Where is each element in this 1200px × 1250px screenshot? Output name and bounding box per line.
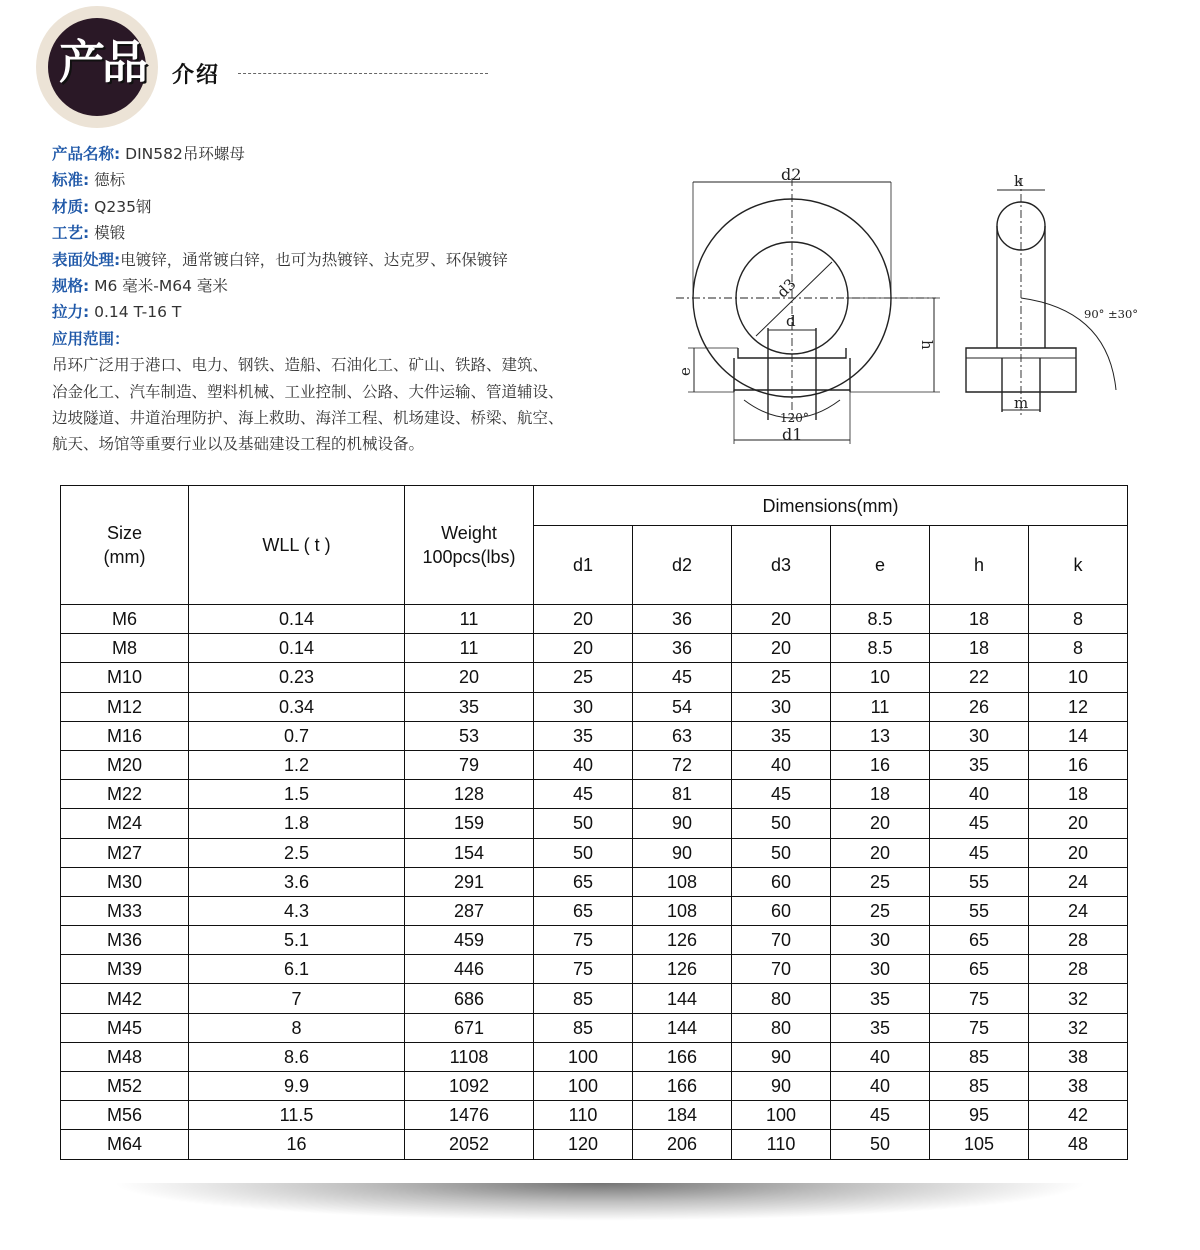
cell-wll: 0.23 [189,663,405,692]
table-row [61,663,1128,692]
cell-e: 35 [831,984,930,1013]
table-row [61,605,1128,634]
cell-d2: 108 [633,896,732,925]
cell-k: 18 [1029,780,1128,809]
spec-label: 产品名称: [52,145,121,163]
cell-wll: 6.1 [189,955,405,984]
cell-d3: 30 [732,692,831,721]
label-k: k [1014,172,1024,190]
cell-d3: 100 [732,1101,831,1130]
cell-e: 30 [831,926,930,955]
spec-row-size [52,273,612,299]
cell-k: 28 [1029,926,1128,955]
cell-size: M42 [61,984,189,1013]
side-view [966,178,1116,418]
cell-e: 8.5 [831,634,930,663]
label-d: d [786,312,796,330]
cell-e: 20 [831,838,930,867]
cell-wll: 1.5 [189,780,405,809]
cell-d3: 50 [732,809,831,838]
cell-d1: 25 [534,663,633,692]
cell-wll: 1.8 [189,809,405,838]
table-row [61,1072,1128,1101]
cell-weight: 11 [405,605,534,634]
cell-d1: 50 [534,838,633,867]
eye-nut-technical-drawing [668,160,1168,460]
cell-weight: 159 [405,809,534,838]
cell-d2: 144 [633,1013,732,1042]
table-row [61,1130,1128,1159]
cell-d3: 60 [732,867,831,896]
cell-size: M36 [61,926,189,955]
header-weight: Weight 100pcs(lbs) [405,486,534,605]
spec-value: M6 毫米-M64 毫米 [94,277,228,296]
cell-d3: 70 [732,926,831,955]
cell-d1: 75 [534,955,633,984]
cell-d1: 50 [534,809,633,838]
header-big-title: 产品 [59,35,145,89]
label-d1: d1 [782,425,803,444]
cell-size: M33 [61,896,189,925]
cell-d3: 40 [732,750,831,779]
description-line: 冶金化工、汽车制造、塑料机械、工业控制、公路、大件运输、管道辅设、 [52,382,564,401]
cell-e: 35 [831,1013,930,1042]
spec-row-standard [52,167,612,193]
cell-e: 40 [831,1042,930,1071]
cell-h: 65 [930,926,1029,955]
cell-wll: 3.6 [189,867,405,896]
spec-label: 工艺: [52,224,90,243]
label-angle-side: 90° ±30° [1084,307,1139,321]
label-angle-front: 120° [780,411,809,425]
cell-d1: 20 [534,634,633,663]
spec-label: 标准: [52,171,90,190]
spec-row-name [52,141,612,167]
table-row [61,838,1128,867]
cell-d2: 90 [633,838,732,867]
cell-h: 18 [930,634,1029,663]
table-row [61,1013,1128,1042]
label-h: h [918,340,936,350]
cell-weight: 2052 [405,1130,534,1159]
cell-d2: 36 [633,605,732,634]
spec-row-surface [52,247,612,273]
cell-d1: 110 [534,1101,633,1130]
cell-size: M39 [61,955,189,984]
cell-d2: 166 [633,1042,732,1071]
cell-weight: 446 [405,955,534,984]
cell-d1: 85 [534,1013,633,1042]
drawing-labels [676,165,1138,444]
cell-h: 55 [930,867,1029,896]
cell-size: M10 [61,663,189,692]
cell-d1: 65 [534,896,633,925]
label-d3: d3 [773,275,800,302]
cell-h: 105 [930,1130,1029,1159]
description-line: 边坡隧道、井道治理防护、海上救助、海洋工程、机场建设、桥梁、航空、 [52,409,564,428]
spec-value: 电镀锌，通常镀白锌，也可为热镀锌、达克罗、环保镀锌 [120,250,508,269]
cell-d3: 60 [732,896,831,925]
cell-k: 24 [1029,867,1128,896]
front-view [676,178,940,444]
cell-e: 20 [831,809,930,838]
cell-size: M8 [61,634,189,663]
cell-k: 48 [1029,1130,1128,1159]
cell-weight: 11 [405,634,534,663]
cell-d2: 108 [633,867,732,896]
label-m: m [1014,394,1029,412]
cell-wll: 9.9 [189,1072,405,1101]
cell-d2: 90 [633,809,732,838]
cell-d2: 126 [633,926,732,955]
description-line: 航天、场馆等重要行业以及基础建设工程的机械设备。 [52,435,425,454]
cell-d3: 50 [732,838,831,867]
cell-h: 45 [930,809,1029,838]
cell-e: 40 [831,1072,930,1101]
cell-wll: 0.14 [189,634,405,663]
cell-d2: 54 [633,692,732,721]
cell-d3: 110 [732,1130,831,1159]
spec-row-process [52,220,612,246]
cell-d2: 206 [633,1130,732,1159]
cell-h: 45 [930,838,1029,867]
spec-value: 0.14 T-16 T [94,303,182,322]
cell-d1: 100 [534,1072,633,1101]
cell-weight: 35 [405,692,534,721]
cell-e: 13 [831,721,930,750]
cell-h: 18 [930,605,1029,634]
cell-h: 75 [930,1013,1029,1042]
cell-h: 30 [930,721,1029,750]
cell-d1: 40 [534,750,633,779]
header-size: Size (mm) [61,486,189,605]
cell-d1: 120 [534,1130,633,1159]
cell-d1: 20 [534,605,633,634]
cell-d3: 35 [732,721,831,750]
cell-size: M16 [61,721,189,750]
cell-d2: 36 [633,634,732,663]
cell-k: 32 [1029,1013,1128,1042]
cell-d3: 25 [732,663,831,692]
spec-row-application [52,326,612,352]
cell-weight: 1108 [405,1042,534,1071]
table-row [61,867,1128,896]
cell-k: 42 [1029,1101,1128,1130]
cell-weight: 287 [405,896,534,925]
spec-label: 应用范围： [52,329,130,348]
cell-e: 8.5 [831,605,930,634]
cell-wll: 2.5 [189,838,405,867]
cell-k: 8 [1029,634,1128,663]
cell-wll: 0.7 [189,721,405,750]
table-header [61,486,1128,605]
cell-k: 20 [1029,838,1128,867]
cell-size: M6 [61,605,189,634]
table-row [61,1101,1128,1130]
description-line: 吊环广泛用于港口、电力、钢铁、造船、石油化工、矿山、铁路、建筑、 [52,356,549,375]
cell-weight: 686 [405,984,534,1013]
spec-row-load [52,299,612,325]
cell-h: 40 [930,780,1029,809]
cell-size: M45 [61,1013,189,1042]
cell-d3: 20 [732,634,831,663]
cell-h: 22 [930,663,1029,692]
cell-d1: 30 [534,692,633,721]
cell-k: 10 [1029,663,1128,692]
cell-k: 24 [1029,896,1128,925]
cell-k: 14 [1029,721,1128,750]
cell-wll: 11.5 [189,1101,405,1130]
cell-wll: 5.1 [189,926,405,955]
spec-value: 德标 [94,171,126,190]
cell-d3: 45 [732,780,831,809]
cell-h: 35 [930,750,1029,779]
cell-k: 8 [1029,605,1128,634]
spec-value: 模锻 [94,224,126,243]
cell-size: M30 [61,867,189,896]
cell-size: M27 [61,838,189,867]
cell-k: 16 [1029,750,1128,779]
cell-e: 16 [831,750,930,779]
cell-d1: 75 [534,926,633,955]
cell-wll: 0.34 [189,692,405,721]
cell-weight: 79 [405,750,534,779]
header-h: h [930,526,1029,605]
cell-d1: 100 [534,1042,633,1071]
cell-k: 38 [1029,1072,1128,1101]
table-row [61,750,1128,779]
cell-weight: 20 [405,663,534,692]
spec-value: DIN582吊环螺母 [125,145,245,163]
cell-d3: 80 [732,1013,831,1042]
cell-d1: 65 [534,867,633,896]
cell-wll: 8 [189,1013,405,1042]
cell-size: M52 [61,1072,189,1101]
cell-e: 18 [831,780,930,809]
table-row [61,896,1128,925]
product-spec-list [52,141,612,458]
table-row [61,692,1128,721]
cell-d3: 90 [732,1072,831,1101]
cell-d2: 126 [633,955,732,984]
cell-d2: 166 [633,1072,732,1101]
dimensions-table [60,485,1128,1160]
spec-label: 拉力: [52,303,90,322]
cell-weight: 671 [405,1013,534,1042]
cell-h: 85 [930,1072,1029,1101]
spec-label: 表面处理: [52,250,121,269]
cell-size: M64 [61,1130,189,1159]
header-dashed-divider [238,73,488,74]
cell-h: 85 [930,1042,1029,1071]
table-row [61,926,1128,955]
table-row [61,721,1128,750]
cell-wll: 16 [189,1130,405,1159]
table-row [61,1042,1128,1071]
cell-d1: 45 [534,780,633,809]
cell-size: M24 [61,809,189,838]
label-d2: d2 [781,165,802,184]
cell-d2: 63 [633,721,732,750]
label-e: e [676,367,694,376]
cell-d3: 70 [732,955,831,984]
spec-label: 材质: [52,197,90,216]
table-row [61,634,1128,663]
cell-h: 65 [930,955,1029,984]
cell-e: 10 [831,663,930,692]
cell-d1: 85 [534,984,633,1013]
cell-wll: 0.14 [189,605,405,634]
cell-e: 25 [831,867,930,896]
cell-wll: 1.2 [189,750,405,779]
cell-k: 28 [1029,955,1128,984]
cell-h: 26 [930,692,1029,721]
cell-wll: 8.6 [189,1042,405,1071]
header-d3: d3 [732,526,831,605]
cell-d1: 35 [534,721,633,750]
cell-d2: 184 [633,1101,732,1130]
cell-wll: 4.3 [189,896,405,925]
cell-d2: 45 [633,663,732,692]
cell-d3: 80 [732,984,831,1013]
cell-size: M20 [61,750,189,779]
header-dimensions: Dimensions(mm) [534,486,1128,526]
application-description [52,352,612,458]
cell-size: M48 [61,1042,189,1071]
cell-size: M12 [61,692,189,721]
cell-size: M22 [61,780,189,809]
cell-d3: 20 [732,605,831,634]
cell-weight: 154 [405,838,534,867]
header-wll: WLL ( t ) [189,486,405,605]
cell-size: M56 [61,1101,189,1130]
header-e: e [831,526,930,605]
cell-weight: 128 [405,780,534,809]
cell-h: 95 [930,1101,1029,1130]
cell-weight: 53 [405,721,534,750]
cell-wll: 7 [189,984,405,1013]
spec-row-material [52,194,612,220]
table-row [61,984,1128,1013]
cell-weight: 459 [405,926,534,955]
cell-weight: 291 [405,867,534,896]
header-small-title: 介绍 [172,63,221,88]
cell-k: 20 [1029,809,1128,838]
header-k: k [1029,526,1128,605]
cell-weight: 1476 [405,1101,534,1130]
cell-e: 11 [831,692,930,721]
bottom-drop-shadow [110,1183,1090,1221]
table-row [61,955,1128,984]
cell-d2: 81 [633,780,732,809]
cell-e: 45 [831,1101,930,1130]
cell-e: 25 [831,896,930,925]
cell-k: 32 [1029,984,1128,1013]
cell-weight: 1092 [405,1072,534,1101]
cell-k: 38 [1029,1042,1128,1071]
spec-label: 规格: [52,277,90,296]
spec-value: Q235钢 [94,197,152,216]
cell-d2: 144 [633,984,732,1013]
cell-d2: 72 [633,750,732,779]
cell-d3: 90 [732,1042,831,1071]
table-row [61,809,1128,838]
header-d1: d1 [534,526,633,605]
cell-h: 75 [930,984,1029,1013]
cell-e: 50 [831,1130,930,1159]
header-d2: d2 [633,526,732,605]
cell-h: 55 [930,896,1029,925]
table-body [61,605,1128,1160]
table-row [61,780,1128,809]
cell-k: 12 [1029,692,1128,721]
cell-e: 30 [831,955,930,984]
